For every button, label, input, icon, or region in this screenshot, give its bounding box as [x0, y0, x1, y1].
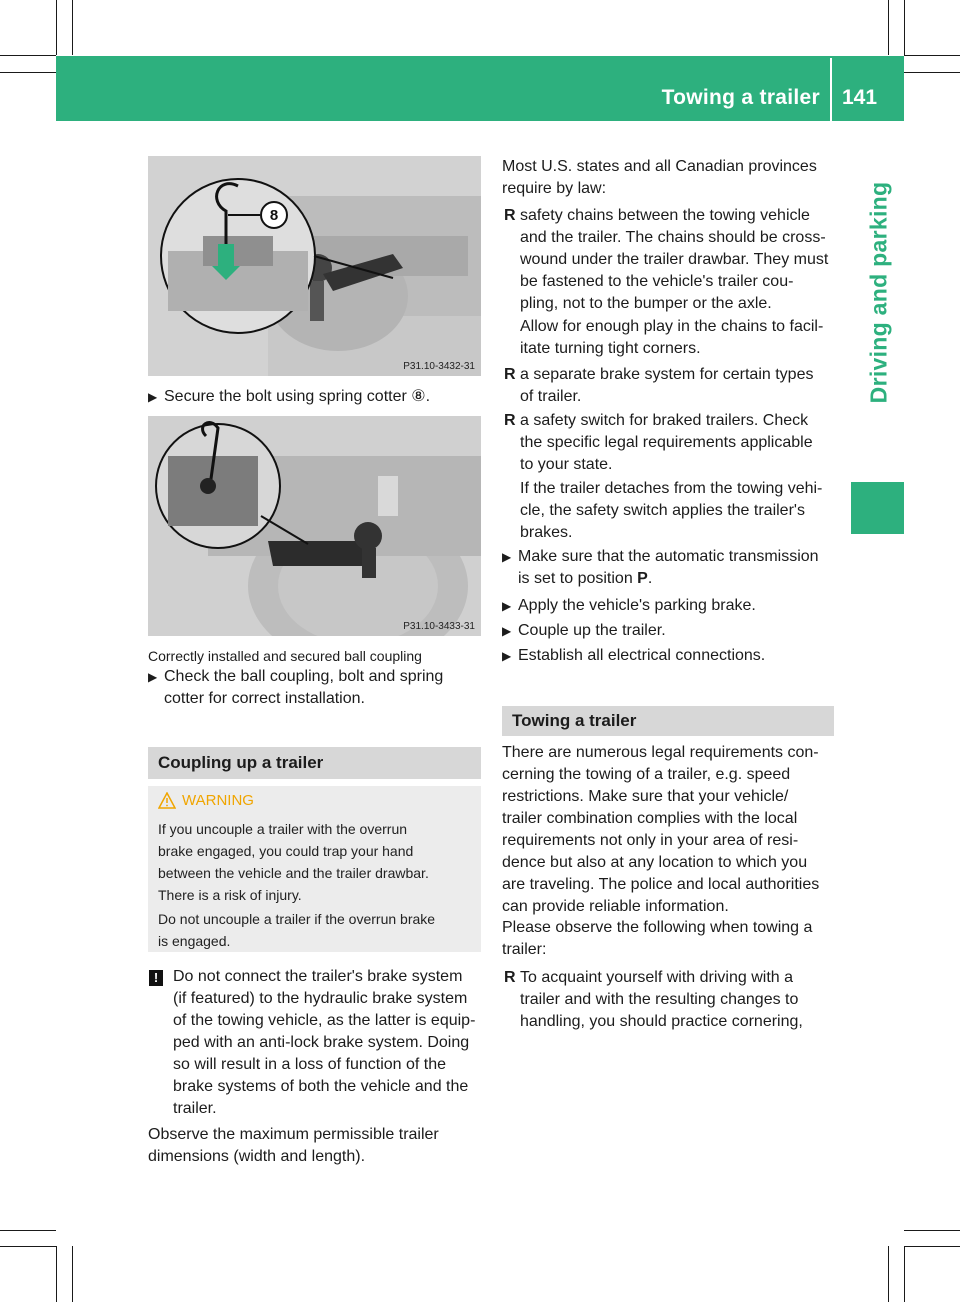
step-arrow-icon: ▶ [502, 649, 512, 663]
figure-ball-coupling [148, 416, 481, 636]
list-item: R safety chains between the towing vehicle and the trailer. The chains should be cross- wound under the trailer drawbar. They must be fastened to the vehicle's trailer cou- pling, not to the bumper or the axle. [504, 207, 829, 312]
bullet-icon: R [504, 969, 516, 986]
warning-paragraph: Do not uncouple a trailer if the overrun brake is engaged. [158, 911, 436, 949]
header-title: Towing a trailer [661, 86, 820, 109]
crop-mark [72, 1246, 73, 1302]
step-electrical: ▶ Establish all electrical connections. [502, 645, 850, 667]
observe-dimensions-text: Observe the maximum permissible trailer dimensions (width and length). [148, 1126, 439, 1165]
bullet-icon: R [504, 207, 516, 224]
intro-text: Most U.S. states and all Canadian provinces require by law: [502, 158, 817, 197]
crop-mark [904, 0, 905, 55]
step-arrow-icon: ▶ [502, 550, 512, 564]
crop-mark [904, 1246, 905, 1302]
figure-caption: Correctly installed and secured ball coupling [148, 648, 422, 664]
crop-mark [0, 1230, 56, 1231]
figure-code: P31.10-3433-31 [403, 621, 475, 632]
crop-mark [0, 55, 56, 56]
figure-spring-cotter-illustration [148, 156, 481, 376]
notice-text: Do not connect the trailer's brake system (if featured) to the hydraulic brake system of the towing vehicle, as the latter is equip- ped with an anti-lock brake system. Doing so will result in a loss of function of the brake systems of both the vehicle and the trailer. [173, 968, 476, 1117]
side-tab [851, 124, 904, 460]
step-arrow-icon: ▶ [148, 670, 158, 684]
crop-mark [56, 0, 57, 55]
header-separator [830, 58, 832, 121]
crop-mark [904, 72, 960, 73]
crop-mark [56, 1246, 57, 1302]
step-secure-bolt: ▶ Secure the bolt using spring cotter ⑧. [148, 386, 497, 408]
bullet-icon: R [504, 366, 516, 383]
section-heading-coupling: Coupling up a trailer [148, 747, 481, 779]
towing-paragraph: There are numerous legal requirements con- cerning the towing of a trailer, e.g. speed restrictions. Make sure that your vehicle/ trailer combination complies with the local requirements not only in your area of resi- dence but also at any location to which you are traveling. The police and local authorities can provide reliable information. [502, 744, 820, 915]
crop-mark [888, 1246, 889, 1302]
gear-position: P [637, 570, 648, 587]
step-arrow-icon: ▶ [148, 390, 158, 404]
warning-triangle-icon [158, 792, 176, 809]
page-number: 141 [842, 86, 878, 109]
notice-icon: ! [149, 970, 163, 986]
step-arrow-icon: ▶ [502, 624, 512, 638]
bullet-icon: R [504, 412, 516, 429]
side-tab-block [851, 482, 904, 534]
step-arrow-icon: ▶ [502, 599, 512, 613]
crop-mark [0, 72, 56, 73]
step-check-coupling: ▶ Check the ball coupling, bolt and spring cotter for correct installation. [148, 668, 444, 707]
figure-code: P31.10-3432-31 [403, 361, 475, 372]
warning-title: WARNING [182, 792, 254, 809]
observe-paragraph: Please observe the following when towing a trailer: [502, 919, 813, 958]
crop-mark [0, 1246, 56, 1247]
crop-mark [904, 1246, 960, 1247]
step-couple-trailer: ▶ Couple up the trailer. [502, 620, 850, 642]
callout-8: 8 [269, 207, 279, 224]
crop-mark [72, 0, 73, 55]
step-parking-brake: ▶ Apply the vehicle's parking brake. [502, 595, 850, 617]
warning-box [148, 786, 481, 952]
list-item-note: If the trailer detaches from the towing vehi- cle, the safety switch applies the trailer's brakes. [520, 480, 823, 541]
list-item: R a separate brake system for certain types of trailer. [504, 366, 814, 405]
figure-ball-coupling-illustration [148, 416, 481, 636]
figure-spring-cotter [148, 156, 481, 376]
crop-mark [904, 1230, 960, 1231]
crop-mark [888, 0, 889, 55]
warning-paragraph: If you uncouple a trailer with the overrun brake engaged, you could trap your hand between the vehicle and the trailer drawbar. There is a risk of injury. [158, 821, 429, 903]
side-tab-label: Driving and parking [865, 181, 892, 404]
section-heading-towing: Towing a trailer [502, 706, 834, 736]
crop-mark [904, 55, 960, 56]
step-transmission: ▶ Make sure that the automatic transmission is set to position P. [502, 548, 819, 587]
list-item: R To acquaint yourself with driving with a trailer and with the resulting changes to handling, you should practice cornering, [504, 969, 803, 1030]
list-item-note: Allow for enough play in the chains to facil- itate turning tight corners. [520, 318, 824, 357]
list-item: R a safety switch for braked trailers. Check the specific legal requirements applicable to your state. [504, 412, 813, 473]
